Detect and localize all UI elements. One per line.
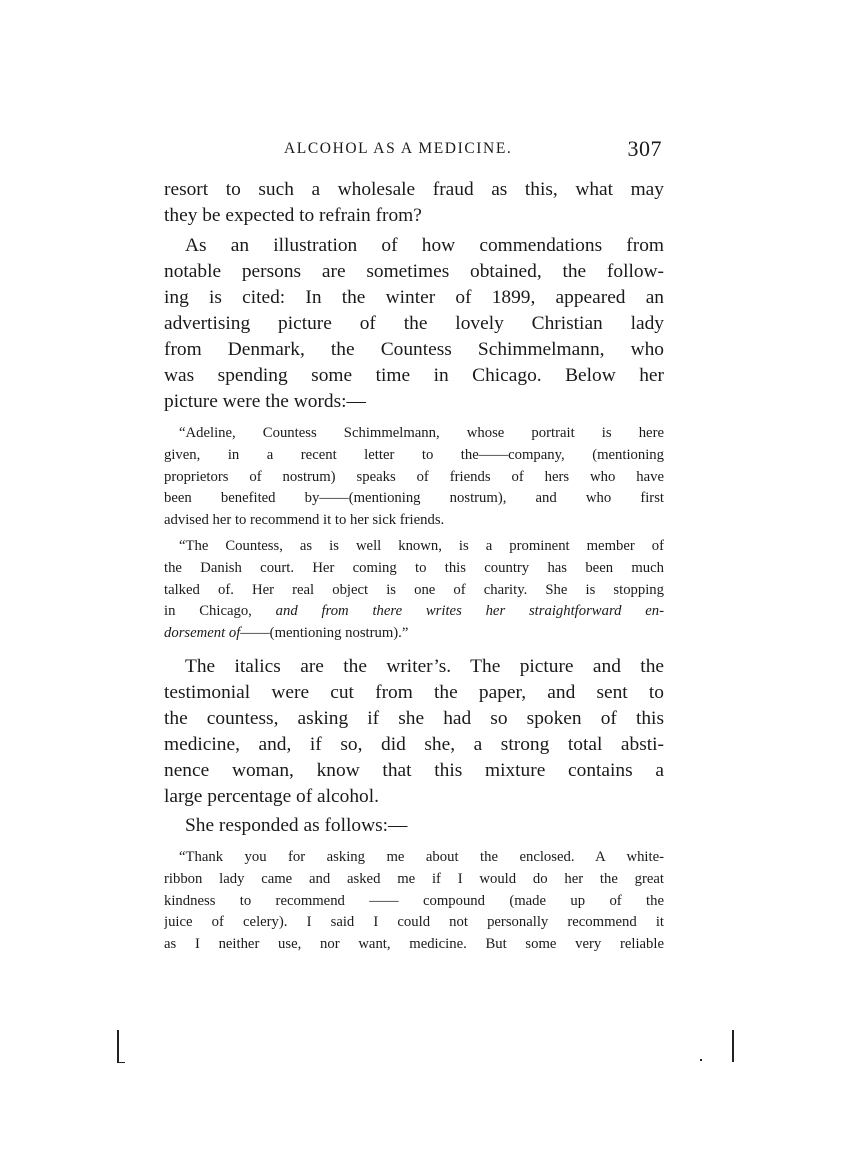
paragraph-response	[164, 813, 664, 839]
italic-text: dorsement of	[164, 625, 241, 642]
quotation-countess	[164, 536, 664, 645]
quotation-advertisement	[164, 423, 664, 532]
plain-text: in Chicago,	[164, 603, 252, 620]
quote-line: “The Countess, as is well known, is a prominent member of	[179, 538, 664, 554]
quote-line: as I neither use, nor want, medicine. But some very reliable	[164, 936, 664, 953]
page-number: 307	[627, 136, 662, 161]
text-line: The italics are the writer’s. The picture and the	[185, 656, 664, 677]
running-title: ALCOHOL AS A MEDICINE.	[284, 140, 513, 157]
quote-line: ribbon lady came and asked me if I would do her the great	[164, 870, 664, 887]
text-line: testimonial were cut from the paper, and sent to	[164, 682, 664, 703]
scan-margin-mark-right	[732, 1030, 734, 1062]
quote-line: “Adeline, Countess Schimmelmann, whose portrait is here	[179, 425, 664, 441]
paragraph-illustration	[164, 233, 664, 415]
text-line: notable persons are sometimes obtained, the follow-	[164, 261, 664, 282]
running-head	[164, 136, 664, 166]
quote-line: talked of. Her real object is one of charity. She is stopping	[164, 581, 664, 598]
quote-line: been benefited by——(mentioning nostrum), and who first	[164, 490, 664, 507]
scan-speck	[700, 1059, 702, 1061]
text-line: ing is cited: In the winter of 1899, appeared an	[164, 287, 664, 308]
text-line: resort to such a wholesale fraud as this, what may	[164, 179, 664, 200]
text-line: nence woman, know that this mixture contains a	[164, 760, 664, 781]
text-line: medicine, and, if so, did she, a strong total absti-	[164, 734, 664, 755]
paragraph-continued	[164, 177, 664, 229]
plain-text: ——(mentioning nostrum).”	[240, 625, 409, 642]
text-line: from Denmark, the Countess Schimmelmann, who	[164, 339, 664, 360]
text-line: they be expected to refrain from?	[164, 205, 422, 226]
scan-margin-mark-left	[117, 1030, 119, 1063]
quote-line: advised her to recommend it to her sick friends.	[164, 512, 445, 529]
italic-text: and from there writes her straightforward en-	[275, 603, 664, 620]
quote-line: juice of celery). I said I could not personally recommend it	[164, 914, 664, 931]
quote-line: the Danish court. Her coming to this country has been much	[164, 559, 664, 576]
scan-margin-mark-left-foot	[117, 1062, 125, 1063]
quote-line: “Thank you for asking me about the enclosed. A white-	[179, 849, 664, 865]
text-line: was spending some time in Chicago. Below her	[164, 365, 664, 386]
text-line: picture were the words:—	[164, 391, 366, 412]
text-line: She responded as follows:—	[185, 815, 408, 836]
text-line: As an illustration of how commendations from	[185, 235, 664, 256]
quotation-reply	[164, 847, 664, 956]
text-line: the countess, asking if she had so spoken of this	[164, 708, 664, 729]
text-line: advertising picture of the lovely Christian lady	[164, 313, 664, 334]
quote-line: given, in a recent letter to the——company, (mentioning	[164, 446, 664, 463]
quote-line-mixed	[164, 601, 664, 623]
paragraph-italics	[164, 654, 664, 810]
quote-line-mixed	[164, 623, 664, 645]
quote-line: proprietors of nostrum) speaks of friends of hers who have	[164, 468, 664, 485]
text-line: large percentage of alcohol.	[164, 786, 379, 807]
quote-line: kindness to recommend —— compound (made up of the	[164, 892, 664, 909]
